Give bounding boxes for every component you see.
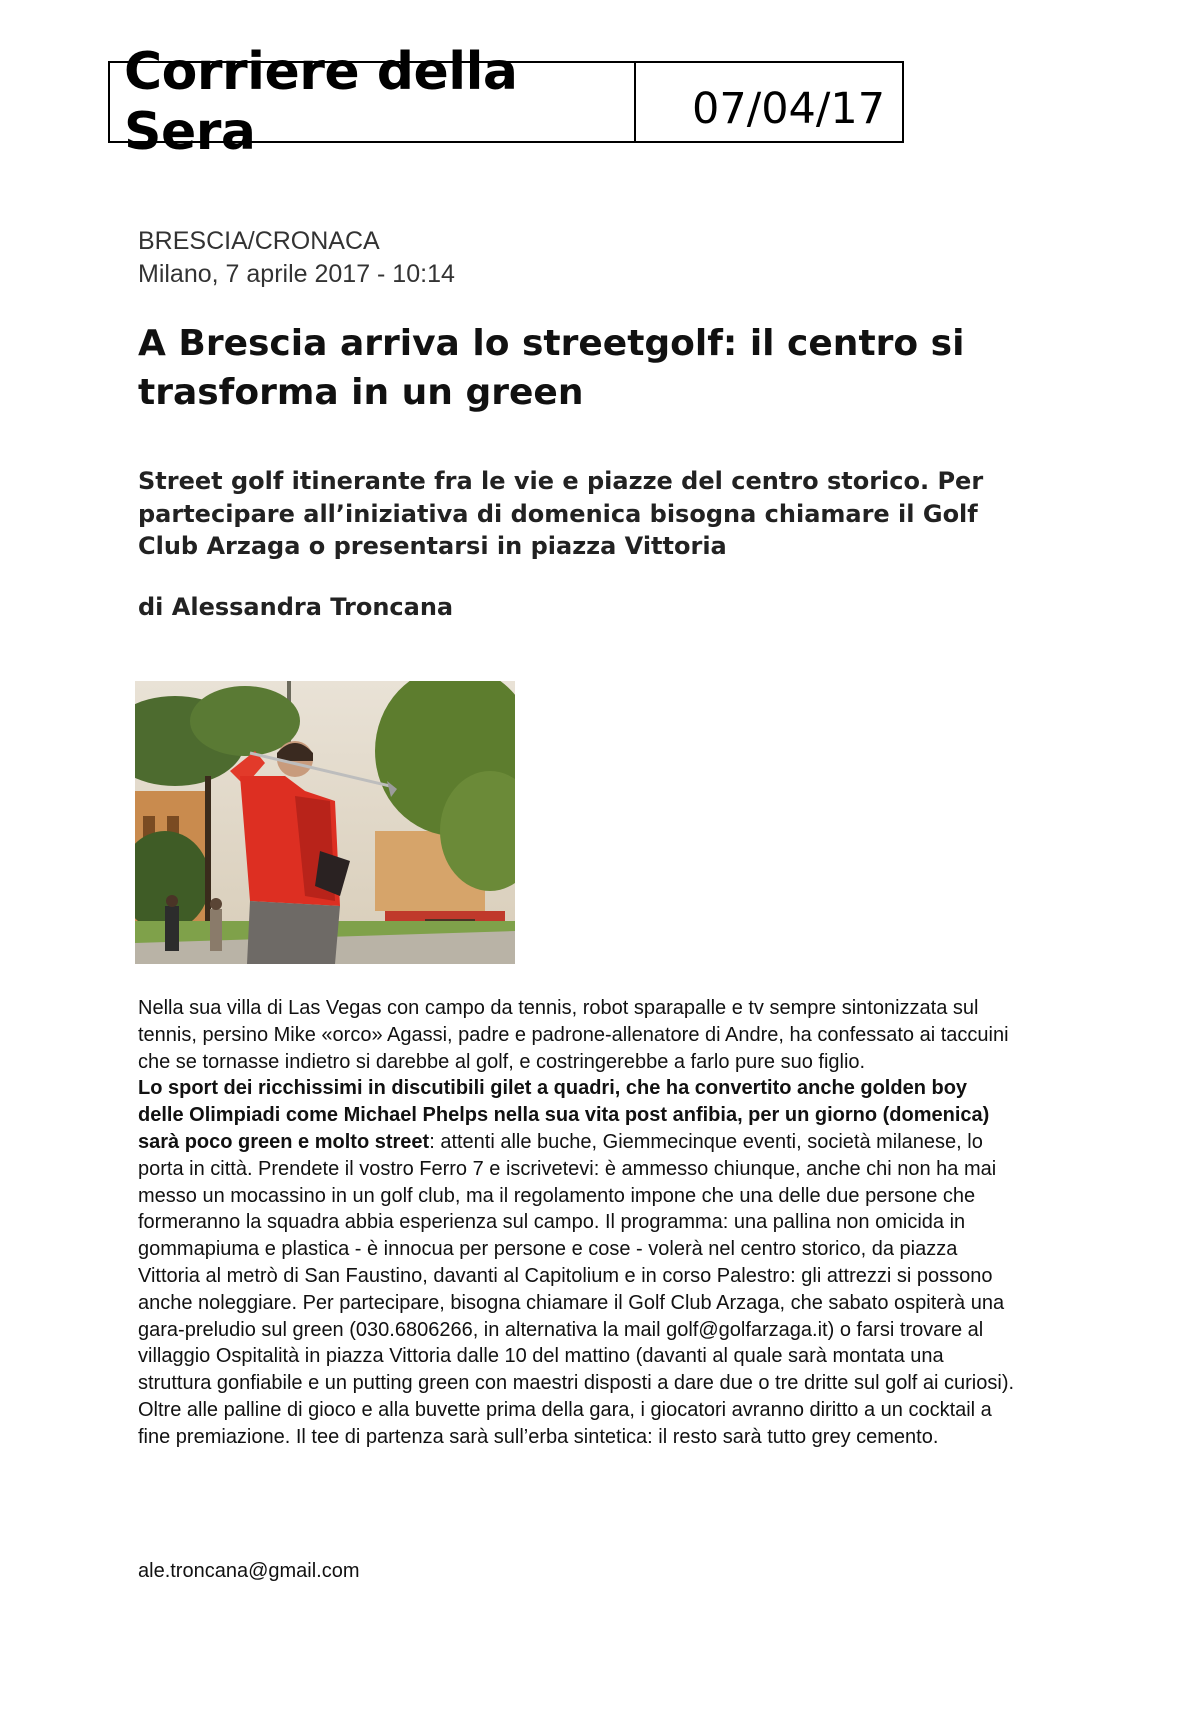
byline: di Alessandra Troncana	[138, 592, 454, 621]
headline	[138, 319, 1018, 417]
headline-line-1: A Brescia arriva lo streetgolf: il centro si	[138, 323, 965, 364]
publication-date: 07/04/17	[692, 84, 886, 134]
body-paragraph-2	[138, 1075, 1018, 1450]
article-header	[138, 225, 1018, 621]
author-email: ale.troncana@gmail.com	[138, 1560, 360, 1582]
article-lead: Street golf itinerante fra le vie e piazze del centro storico. Per partecipare all’iniziativa di domenica bisogna chiamare il Golf Club Arzaga o presentarsi in piazza Vittoria	[138, 467, 984, 560]
dateline: Milano, 7 aprile 2017 - 10:14	[138, 260, 455, 288]
masthead	[108, 42, 904, 162]
article-photo-golfer	[135, 681, 515, 964]
article-body	[138, 995, 1018, 1451]
headline-line-2: trasforma in un green	[138, 372, 584, 413]
body-paragraph-2-bold: Lo sport dei ricchissimi in discutibili gilet a quadri, che ha convertito anche golden boy delle Olimpiadi come Michael Phelps nella sua vita post anfibia, per un giorno (domenica) sarà poco green e molto street	[138, 1077, 990, 1153]
body-paragraph-2-text: : attenti alle buche, Giemmecinque eventi, società milanese, lo porta in città. Prendete il vostro Ferro 7 e iscrivetevi: è ammesso chiunque, anche chi non ha mai messo un mocassino in un golf club, ma il regolamento impone che una delle due persone che formeranno la squadra abbia esperienza sul campo. Il programma: una pallina non omicida in gommapiuma e plastica - è innocua per persone e cose - volerà nel centro storico, da piazza Vittoria al metrò di San Faustino, davanti al Capitolium e in corso Palestro: gli attrezzi si possono anche noleggiare. Per partecipare, bisogna chiamare il Golf Club Arzaga, che sabato ospiterà una gara-preludio sul green (030.6806266, in alternativa la mail golf@golfarzaga.it) o farsi trovare al villaggio Ospitalità in piazza Vittoria dalle 10 del mattino (davanti al quale sarà montata una struttura gonfiabile e un putting green con maestri disposti a dare due o tre dritte sul golf ai curiosi). Oltre alle palline di gioco e alla buvette prima della gara, i giocatori avranno diritto a un cocktail a fine premiazione. Il tee di partenza sarà sull’erba sintetica: il resto sarà tutto grey cemento.	[138, 1130, 1015, 1448]
publication-name: Corriere della Sera	[110, 63, 636, 141]
body-paragraph-1: Nella sua villa di Las Vegas con campo da tennis, robot sparapalle e tv sempre sintonizzata sul tennis, persino Mike «orco» Agassi, padre e padrone-allenatore di Andre, ha confessato ai taccuini che se tornasse indietro si darebbe al golf, e costringerebbe a farlo pure suo figlio.	[138, 997, 1009, 1073]
section-label: BRESCIA/CRONACA	[138, 227, 380, 255]
